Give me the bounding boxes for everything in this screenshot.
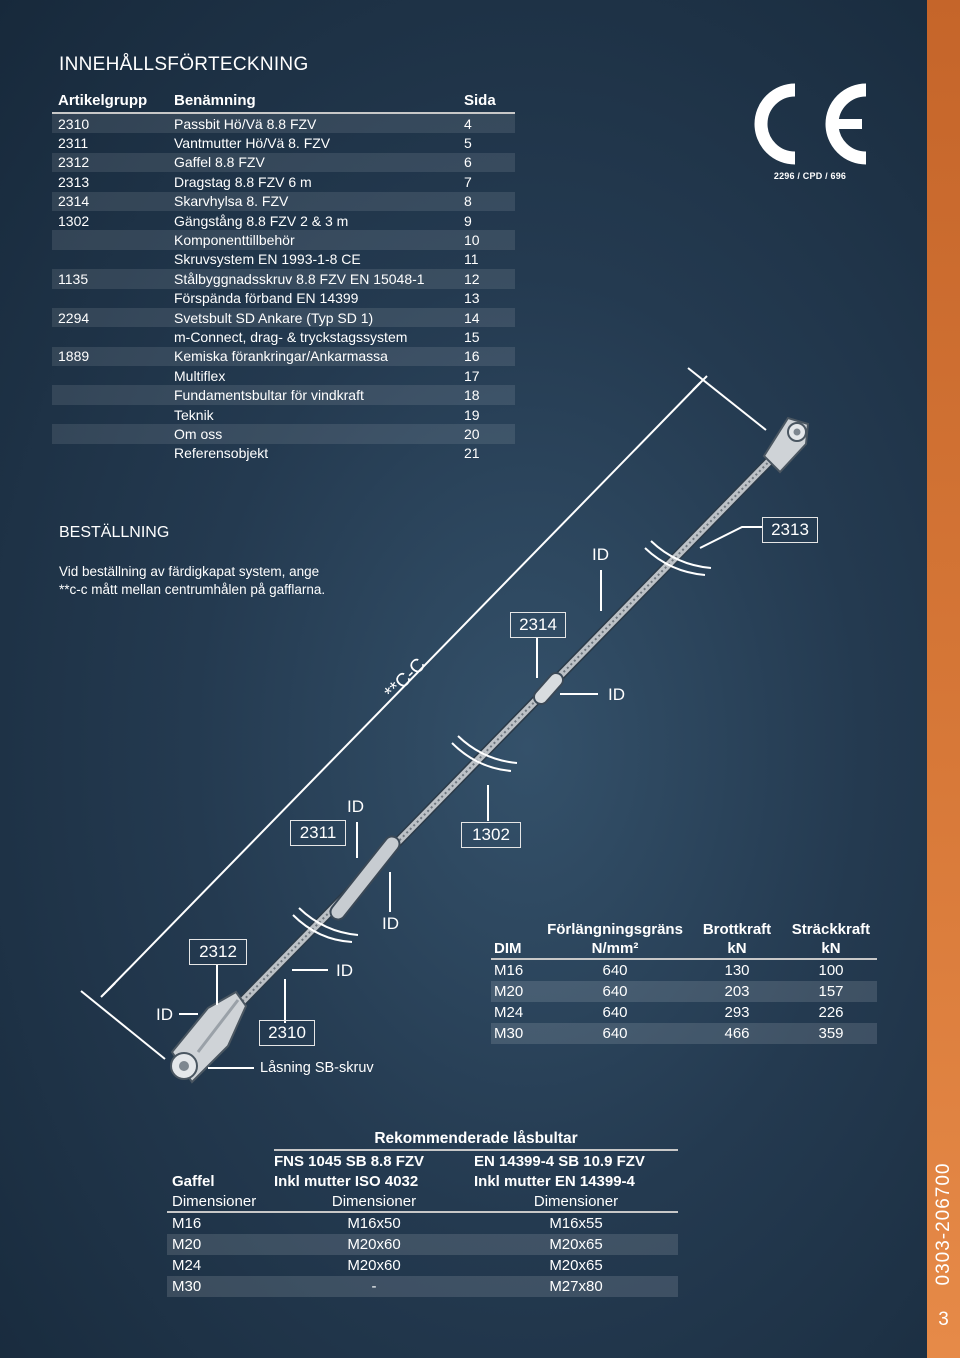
document-code-text: 0303-206700	[933, 1162, 954, 1286]
toc-cell-benamning: Fundamentsbultar för vindkraft	[174, 387, 364, 404]
spec-cell-brottkraft: 466	[724, 1025, 750, 1042]
ce-code: 2296 / CPD / 696	[773, 171, 847, 181]
toc-title: INNEHÅLLSFÖRTECKNING	[59, 54, 309, 75]
id-label: ID	[592, 545, 609, 564]
toc-cell-benamning: Förspända förband EN 14399	[174, 290, 359, 307]
toc-cell-sida: 15	[464, 328, 480, 345]
spec-cell-dim: M30	[494, 1025, 524, 1042]
toc-header-sida: Sida	[464, 92, 496, 109]
bolt-cell-gaffel: M20	[172, 1236, 202, 1253]
bolt-header-en	[474, 1152, 678, 1191]
bolt-sub-fns: Dimensioner	[331, 1192, 417, 1210]
spec-cell-strackkraft: 359	[818, 1025, 844, 1042]
toc-cell-sida: 4	[464, 115, 472, 132]
id-label: ID	[382, 914, 399, 933]
cc-label: **C-C	[380, 654, 430, 704]
part-box-2314: 2314	[510, 612, 566, 638]
toc-cell-benamning: Gängstång 8.8 FZV 2 & 3 m	[174, 212, 349, 229]
spec-header-forl-1: Förlängningsgräns	[547, 921, 683, 938]
spec-row	[491, 1002, 877, 1023]
id-label: ID	[336, 961, 353, 980]
part-box-1302: 1302	[461, 822, 521, 848]
toc-header-benamning: Benämning	[174, 92, 256, 109]
spec-cell-brottkraft: 203	[724, 983, 750, 1000]
page-number: 3	[938, 1309, 949, 1330]
bolt-sub-gaffel: Dimensioner	[172, 1192, 257, 1210]
bolt-subheader	[167, 1191, 678, 1213]
toc-cell-benamning: Komponenttillbehör	[174, 232, 295, 249]
bolt-cell-gaffel: M24	[172, 1257, 202, 1274]
toc-cell-sida: 11	[464, 251, 479, 268]
spec-row	[491, 1023, 877, 1044]
toc-cell-artikelgrupp: 2311	[58, 135, 89, 152]
toc-cell-sida: 17	[464, 367, 480, 384]
spec-cell-dim: M16	[494, 962, 524, 979]
toc-cell-sida: 13	[464, 290, 480, 307]
spec-cell-brottkraft: 293	[724, 1004, 750, 1021]
toc-cell-sida: 16	[464, 348, 480, 365]
bolt-header-gaffel-text: Gaffel	[172, 1172, 215, 1190]
toc-cell-sida: 8	[464, 193, 472, 210]
bolt-cell-gaffel: M16	[172, 1215, 202, 1232]
bolt-cell-fns: M20x60	[347, 1236, 401, 1253]
toc-cell-benamning: Referensobjekt	[174, 445, 269, 462]
toc-cell-artikelgrupp: 2294	[58, 309, 90, 326]
toc-cell-sida: 20	[464, 425, 480, 442]
spec-row	[491, 960, 877, 981]
bolt-row	[167, 1255, 678, 1276]
toc-cell-benamning: Skruvsystem EN 1993-1-8 CE	[174, 251, 361, 268]
bolt-title-row	[167, 1130, 678, 1151]
bolt-header-en-2: Inkl mutter EN 14399-4	[474, 1172, 635, 1190]
id-label: ID	[608, 685, 625, 704]
toc-cell-benamning: Passbit Hö/Vä 8.8 FZV	[174, 115, 317, 132]
spec-header-strack-1: Sträckkraft	[791, 921, 871, 938]
part-box-2313: 2313	[762, 517, 818, 543]
spec-cell-dim: M20	[494, 983, 524, 1000]
toc-header-artikelgrupp: Artikelgrupp	[58, 92, 148, 109]
toc-cell-artikelgrupp: 2312	[58, 154, 90, 171]
spec-header-brott-1: Brottkraft	[702, 921, 772, 938]
toc-cell-sida: 5	[464, 135, 472, 152]
bolt-rows	[167, 1213, 678, 1297]
bolt-header-fns	[274, 1152, 474, 1191]
spec-header-brottkraft	[689, 918, 785, 958]
bolt-table-title: Rekommenderade låsbultar	[274, 1130, 678, 1151]
bolt-table	[167, 1130, 678, 1297]
bolt-cell-gaffel: M30	[172, 1278, 202, 1295]
toc-cell-benamning: Multiflex	[174, 367, 226, 384]
spec-cell-forlangning: 640	[602, 1004, 628, 1021]
bolt-header-en-1: EN 14399-4 SB 10.9 FZV	[474, 1153, 645, 1170]
id-label: ID	[347, 797, 364, 816]
bolt-row	[167, 1234, 678, 1255]
toc-cell-sida: 6	[464, 154, 472, 171]
toc-cell-sida: 21	[464, 445, 480, 462]
part-box-2312: 2312	[189, 939, 247, 965]
toc-cell-sida: 18	[464, 387, 480, 404]
toc-cell-benamning: Dragstag 8.8 FZV 6 m	[174, 173, 312, 190]
spec-cell-dim: M24	[494, 1004, 524, 1021]
id-label: ID	[156, 1005, 173, 1024]
toc-cell-benamning: Om oss	[174, 425, 223, 442]
toc-cell-benamning: Vantmutter Hö/Vä 8. FZV	[174, 135, 331, 152]
spec-header-dim	[491, 918, 541, 958]
toc-cell-sida: 19	[464, 406, 480, 423]
bolt-cell-en: M20x65	[549, 1257, 603, 1274]
bestallning-text: Vid beställning av färdigkapat system, ange **c-c mått mellan centrumhålen på gafflarna.	[59, 564, 326, 597]
toc-cell-artikelgrupp: 1302	[58, 212, 90, 229]
spec-header-strack-2: kN	[821, 940, 841, 957]
spec-header-forl-2: N/mm²	[591, 940, 639, 957]
part-box-2311: 2311	[290, 820, 346, 846]
toc-cell-artikelgrupp: 1889	[58, 348, 90, 365]
toc-cell-sida: 7	[464, 173, 472, 190]
coupling-sleeve	[541, 680, 556, 697]
toc-cell-benamning: m-Connect, drag- & tryckstagssystem	[174, 328, 408, 345]
toc-cell-sida: 9	[464, 212, 472, 229]
bolt-cell-en: M27x80	[549, 1278, 603, 1295]
spec-cell-forlangning: 640	[602, 962, 628, 979]
bolt-header-fns-1: FNS 1045 SB 8.8 FZV	[274, 1153, 425, 1170]
toc-cell-benamning: Kemiska förankringar/Ankarmassa	[174, 348, 388, 365]
spec-cell-strackkraft: 100	[818, 962, 844, 979]
spec-cell-brottkraft: 130	[724, 962, 750, 979]
bolt-header-gaffel	[167, 1152, 274, 1191]
spec-table	[491, 918, 877, 1044]
toc-cell-benamning: Svetsbult SD Ankare (Typ SD 1)	[174, 309, 374, 326]
spec-rows	[491, 960, 877, 1044]
spec-cell-strackkraft: 157	[818, 983, 844, 1000]
bolt-row	[167, 1213, 678, 1234]
spec-header	[491, 918, 877, 960]
bolt-cell-en: M16x55	[549, 1215, 603, 1232]
toc-cell-artikelgrupp: 2314	[58, 193, 90, 210]
spec-cell-strackkraft: 226	[818, 1004, 844, 1021]
bolt-cell-fns: M20x60	[347, 1257, 401, 1274]
spec-header-forlangning	[541, 918, 689, 958]
lasning-label: Låsning SB-skruv	[260, 1060, 374, 1076]
toc-cell-benamning: Skarvhylsa 8. FZV	[174, 193, 289, 210]
toc-cell-benamning: Gaffel 8.8 FZV	[174, 154, 265, 171]
toc-cell-sida: 10	[464, 232, 480, 249]
bestallning-title: BESTÄLLNING	[59, 524, 170, 541]
toc-cell-artikelgrupp: 1135	[58, 270, 89, 287]
toc-cell-artikelgrupp: 2310	[58, 115, 90, 132]
spec-header-strackkraft	[785, 918, 877, 958]
toc-cell-sida: 12	[464, 270, 480, 287]
bolt-row	[167, 1276, 678, 1297]
spec-header-brott-2: kN	[727, 940, 747, 957]
bolt-cell-fns: -	[371, 1278, 377, 1295]
bolt-header	[167, 1151, 678, 1191]
toc-cell-artikelgrupp: 2313	[58, 173, 90, 190]
spec-header-dim-text: DIM	[494, 940, 522, 957]
part-box-2310: 2310	[259, 1020, 315, 1046]
spec-cell-forlangning: 640	[602, 1025, 628, 1042]
bolt-cell-fns: M16x50	[347, 1215, 401, 1232]
bolt-sub-en: Dimensioner	[533, 1192, 619, 1210]
fork-top	[764, 418, 808, 472]
toc-cell-benamning: Teknik	[174, 406, 214, 423]
turnbuckle	[338, 844, 392, 912]
bolt-header-fns-2: Inkl mutter ISO 4032	[274, 1172, 419, 1190]
toc-cell-sida: 14	[464, 309, 480, 326]
bolt-cell-en: M20x65	[549, 1236, 603, 1253]
spec-cell-forlangning: 640	[602, 983, 628, 1000]
toc-cell-benamning: Stålbyggnadsskruv 8.8 FZV EN 15048-1	[174, 270, 425, 287]
spec-row	[491, 981, 877, 1002]
